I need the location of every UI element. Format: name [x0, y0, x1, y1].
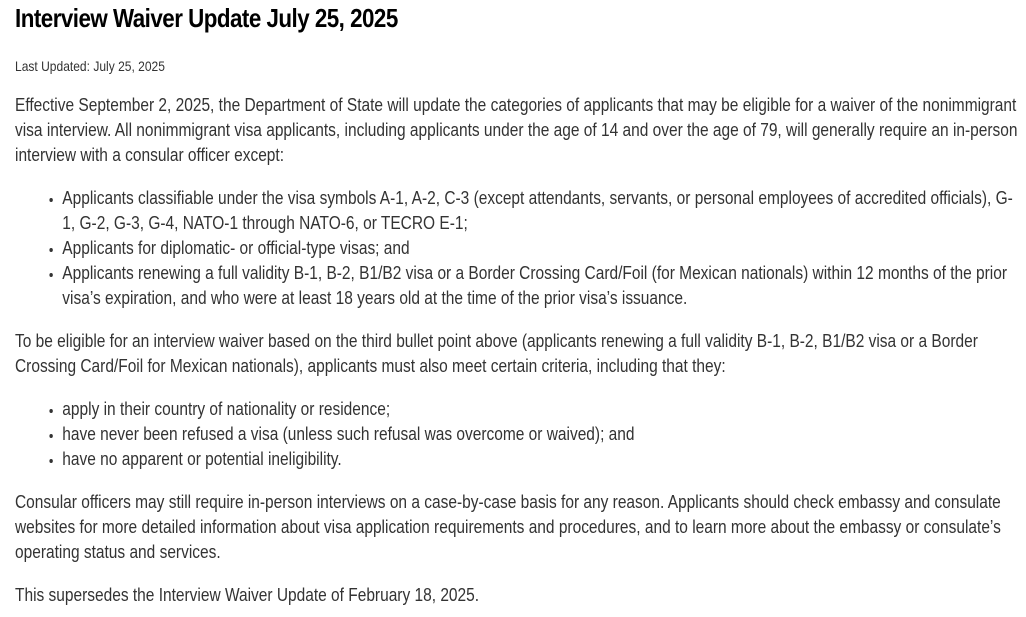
- list-item: • have never been refused a visa (unless such refusal was overcome or waived); and: [62, 422, 1021, 447]
- article-body: [15, 93, 1021, 608]
- list-item: • Applicants for diplomatic- or official-type visas; and: [62, 236, 1021, 261]
- supersedes-paragraph: This supersedes the Interview Waiver Update of February 18, 2025.: [15, 585, 480, 605]
- closing-paragraph: Consular officers may still require in-person interviews on a case-by-case basis for any reason. Applicants should check embassy and consulate websites for more detailed information about visa application requirements and procedures, and to learn more about the embassy or consulate’s operating status and services.: [15, 492, 1001, 562]
- intro-paragraph: Effective September 2, 2025, the Department of State will update the categories of applicants that may be eligible for a waiver of the nonimmigrant visa interview. All nonimmigrant visa applicants, including applicants under the age of 14 and over the age of 79, will generally require an in-person interview with a consular officer except:: [15, 95, 1018, 165]
- last-updated-date: Last Updated: July 25, 2025: [15, 58, 165, 74]
- list-item: • Applicants renewing a full validity B-1, B-2, B1/B2 visa or a Border Crossing Card/Foil (for Mexican nationals) within 12 months of the prior visa’s expiration, and who were at least 18 years old at the time of the prior visa’s issuance.: [62, 261, 1021, 311]
- exceptions-list: [15, 186, 1021, 311]
- criteria-list: [15, 397, 1021, 472]
- criteria-intro-paragraph: To be eligible for an interview waiver based on the third bullet point above (applicants renewing a full validity B-1, B-2, B1/B2 visa or a Border Crossing Card/Foil for Mexican nationals), applicants must also meet certain criteria, including that they:: [15, 331, 978, 376]
- list-item: • Applicants classifiable under the visa symbols A-1, A-2, C-3 (except attendants, servants, or personal employees of accredited officials), G-1, G-2, G-3, G-4, NATO-1 through NATO-6, or TECRO E-1;: [62, 186, 1021, 236]
- list-item: • have no apparent or potential ineligibility.: [62, 447, 1021, 472]
- list-item: • apply in their country of nationality or residence;: [62, 397, 1021, 422]
- page-title: Interview Waiver Update July 25, 2025: [15, 3, 398, 33]
